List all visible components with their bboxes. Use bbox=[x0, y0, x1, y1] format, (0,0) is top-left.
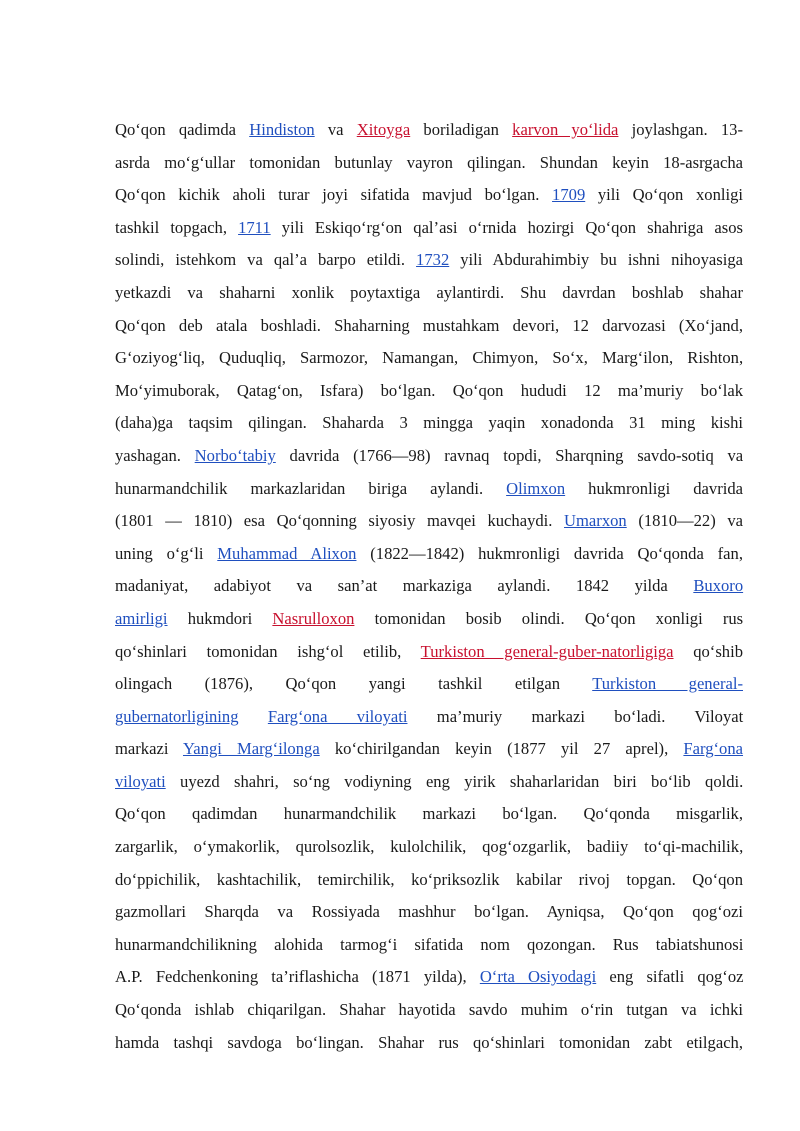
text-line bbox=[115, 342, 743, 375]
hyperlink[interactable]: Nasrulloxon bbox=[272, 608, 355, 628]
hyperlink[interactable]: 1711 bbox=[238, 217, 271, 237]
text-line bbox=[115, 766, 743, 799]
hyperlink[interactable]: 1732 bbox=[416, 250, 450, 270]
text-line bbox=[115, 994, 743, 1027]
text-line bbox=[115, 636, 743, 669]
text-line bbox=[115, 473, 743, 506]
hyperlink[interactable]: viloyati bbox=[115, 771, 166, 791]
text-line bbox=[115, 733, 743, 766]
text-line bbox=[115, 961, 743, 994]
text-run: (1810—22) va bbox=[626, 511, 744, 531]
text-run: va bbox=[314, 120, 357, 139]
text-run: Qo‘qon qadimdan hunarmandchilik markazi bo‘lgan. Qo‘qonda misgarlik, bbox=[115, 804, 743, 824]
text-run: davrida (1766—98) ravnaq topdi, Sharqning savdo-sotiq va bbox=[275, 445, 744, 465]
text-run: qo‘shinlari tomonidan ishg‘ol etilib, bbox=[115, 641, 421, 661]
text-line bbox=[115, 505, 743, 538]
text-run: (1822—1842) hukmronligi davrida Qo‘qonda fan, bbox=[356, 543, 743, 563]
text-line bbox=[115, 147, 743, 180]
hyperlink[interactable]: Turkiston general- bbox=[592, 674, 743, 694]
hyperlink[interactable]: Norbo‘tabiy bbox=[194, 445, 276, 465]
hyperlink[interactable]: Turkiston general-guber-natorligiga bbox=[420, 641, 674, 661]
text-run: markazi bbox=[115, 739, 183, 759]
hyperlink[interactable]: Olimxon bbox=[506, 478, 566, 498]
text-line bbox=[115, 407, 743, 440]
text-run: (daha)ga taqsim qilingan. Shaharda 3 mingga yaqin xonadonda 31 ming kishi bbox=[115, 413, 743, 433]
text-run: Qo‘qon deb atala boshladi. Shaharning mustahkam devori, 12 darvozasi (Xo‘jand, bbox=[115, 315, 743, 335]
text-run: uning o‘g‘li bbox=[115, 543, 218, 563]
hyperlink[interactable]: Yangi Marg‘ilonga bbox=[182, 739, 320, 759]
text-run: asrda mo‘g‘ullar tomonidan butunlay vayron qilingan. Shundan keyin 18-asrgacha bbox=[115, 152, 743, 172]
text-line bbox=[115, 701, 743, 734]
text-run: tomonidan bosib olindi. Qo‘qon xonligi rus bbox=[354, 608, 744, 628]
hyperlink[interactable]: 1709 bbox=[552, 185, 586, 205]
hyperlink[interactable]: Hindiston bbox=[249, 120, 315, 139]
text-line bbox=[115, 864, 743, 897]
text-run: boriladigan bbox=[410, 120, 513, 139]
text-run bbox=[239, 707, 268, 726]
text-run: Qo‘qonda ishlab chiqarilgan. Shahar hayotida savdo muhim o‘rin tutgan va ichki bbox=[115, 1000, 743, 1020]
hyperlink[interactable]: Umarxon bbox=[564, 511, 627, 531]
hyperlink[interactable]: O‘rta Osiyodagi bbox=[479, 967, 597, 987]
text-line bbox=[115, 277, 743, 310]
text-line bbox=[115, 929, 743, 962]
text-run: eng sifatli qog‘oz bbox=[596, 967, 744, 987]
text-run: Qo‘qon qadimda bbox=[115, 120, 250, 139]
text-run: hukmronligi davrida bbox=[565, 478, 743, 498]
text-line bbox=[115, 1027, 743, 1060]
text-run: solindi, istehkom va qal’a barpo etildi. bbox=[115, 250, 417, 270]
text-run: Mo‘yimuborak, Qatag‘on, Isfara) bo‘lgan. Qo‘qon hududi 12 ma’muriy bo‘lak bbox=[115, 380, 744, 400]
text-line bbox=[115, 831, 743, 864]
body-text bbox=[115, 114, 743, 1059]
text-line bbox=[115, 570, 743, 603]
text-run: qo‘shib bbox=[673, 641, 743, 661]
hyperlink[interactable]: karvon yo‘lida bbox=[512, 120, 619, 139]
text-line bbox=[115, 798, 743, 831]
hyperlink[interactable]: Buxoro bbox=[693, 576, 744, 596]
text-line bbox=[115, 212, 743, 245]
text-run: Qo‘qon kichik aholi turar joyi sifatida mavjud bo‘lgan. bbox=[115, 185, 553, 205]
text-line bbox=[115, 179, 743, 212]
hyperlink[interactable]: Farg‘ona bbox=[683, 739, 744, 759]
text-run: yetkazdi va shaharni xonlik poytaxtiga aylantirdi. Shu davrdan boshlab shahar bbox=[115, 282, 743, 302]
text-run: hukmdori bbox=[167, 608, 273, 628]
text-line bbox=[115, 538, 743, 571]
text-line bbox=[115, 375, 743, 408]
text-run: ma’muriy markazi bo‘ladi. Viloyat bbox=[407, 706, 744, 726]
text-line bbox=[115, 440, 743, 473]
text-run: tashkil topgach, bbox=[115, 217, 239, 237]
text-run: olingach (1876), Qo‘qon yangi tashkil etilgan bbox=[115, 674, 593, 694]
text-run: zargarlik, o‘ymakorlik, qurolsozlik, kulolchilik, qog‘ozgarlik, badiiy to‘qi-machilik, bbox=[115, 837, 744, 857]
text-run: yili Abdurahimbiy bu ishni nihoyasiga bbox=[449, 250, 743, 270]
text-run: A.P. Fedchenkoning ta’riflashicha (1871 yilda), bbox=[115, 967, 480, 987]
hyperlink[interactable]: Muhammad Alixon bbox=[217, 543, 357, 563]
text-run: joylashgan. 13- bbox=[618, 120, 743, 139]
text-run: yili Eskiqo‘rg‘on qal’asi o‘rnida hozirgi Qo‘qon shahriga asos bbox=[270, 217, 743, 237]
text-run: yili Qo‘qon xonligi bbox=[585, 185, 743, 205]
text-line bbox=[115, 114, 743, 147]
hyperlink[interactable]: Farg‘ona viloyati bbox=[267, 706, 408, 726]
text-line bbox=[115, 310, 743, 343]
text-run: gazmollari Sharqda va Rossiyada mashhur bo‘lgan. Ayniqsa, Qo‘qon qog‘ozi bbox=[115, 902, 743, 922]
text-run: hamda tashqi savdoga bo‘lingan. Shahar rus qo‘shinlari tomonidan zabt etilgach, bbox=[115, 1032, 743, 1052]
text-line bbox=[115, 896, 743, 929]
hyperlink[interactable]: gubernatorligining bbox=[115, 706, 239, 726]
hyperlink[interactable]: amirligi bbox=[115, 608, 168, 628]
text-line bbox=[115, 244, 743, 277]
text-run: hunarmandchilikning alohida tarmog‘i sifatida nom qozongan. Rus tabiatshunosi bbox=[115, 934, 744, 954]
text-run: do‘ppichilik, kashtachilik, temirchilik, ko‘priksozlik kabilar rivoj topgan. Qo‘qon bbox=[115, 869, 743, 889]
text-run: (1801 — 1810) esa Qo‘qonning siyosiy mavqei kuchaydi. bbox=[115, 511, 565, 531]
hyperlink[interactable]: Xitoyga bbox=[356, 120, 411, 139]
text-run: uyezd shahri, so‘ng vodiyning eng yirik shaharlaridan biri bo‘lib qoldi. bbox=[165, 771, 744, 791]
text-line bbox=[115, 668, 743, 701]
text-run: madaniyat, adabiyot va san’at markaziga aylandi. 1842 yilda bbox=[115, 576, 694, 596]
text-run: ko‘chirilgandan keyin (1877 yil 27 aprel), bbox=[319, 739, 684, 759]
text-line bbox=[115, 603, 743, 636]
text-run: hunarmandchilik markazlaridan biriga aylandi. bbox=[115, 478, 507, 498]
text-run: G‘oziyog‘liq, Quduqliq, Sarmozor, Namangan, Chimyon, So‘x, Marg‘ilon, Rishton, bbox=[115, 348, 744, 368]
text-run: yashagan. bbox=[115, 445, 195, 465]
